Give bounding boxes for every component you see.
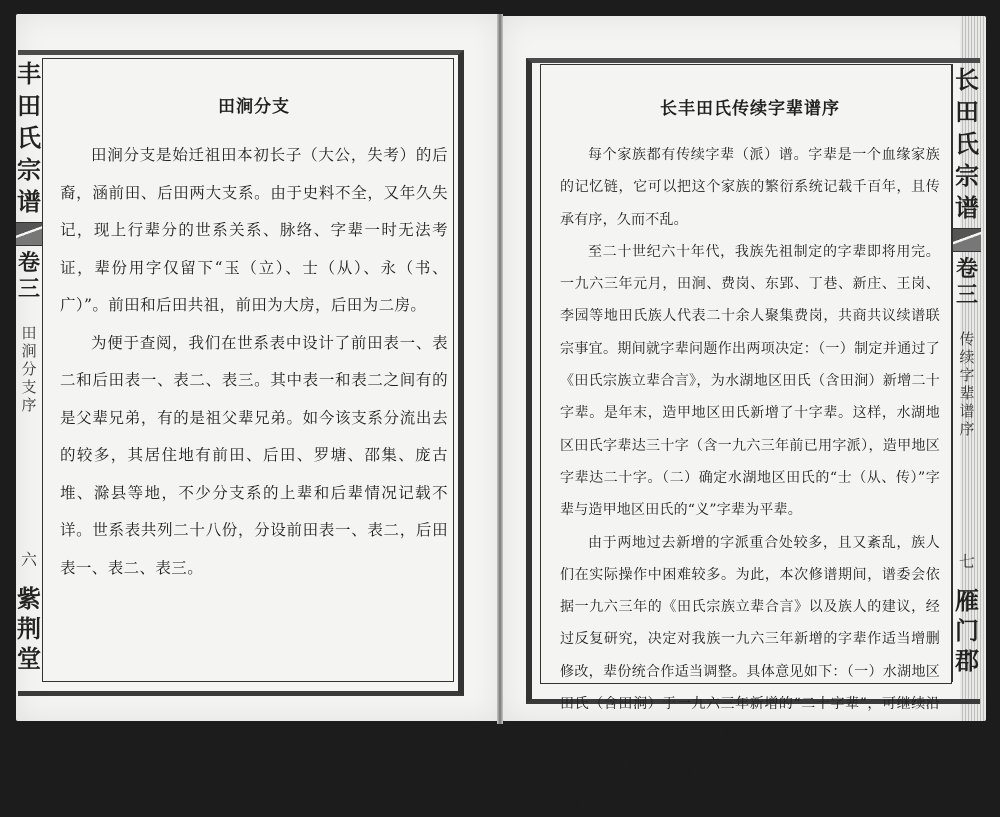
book-gutter (497, 14, 503, 724)
section-char: 田 (21, 324, 37, 342)
title-char: 田 (955, 97, 979, 126)
title-char: 丰 (17, 59, 41, 88)
page-number: 六 (20, 550, 37, 569)
volume-char: 卷 (17, 250, 40, 276)
right-page-content (560, 94, 940, 817)
section-char: 序 (21, 396, 37, 414)
section-label (21, 324, 36, 414)
volume-char: 三 (955, 282, 978, 308)
paragraph: 为便于查阅，我们在世系表中设计了前田表一、表二和后田表一、表二、表三。其中表一和表二之间有的是父辈兄弟，有的是祖父辈兄弟。如今该支系分流出去的较多，其居住地有前田、后田、罗塘、邵集、庞古堆、滁县等地，不少分支系的上辈和后辈情况记载不详。世系表共列二十八份，分设前田表一、表二，后田表一、表二、表三。 (60, 333, 448, 577)
section-char: 涧 (21, 342, 37, 360)
hall-char: 雁 (955, 586, 979, 615)
title-char: 田 (17, 91, 41, 120)
fishtail-band (16, 222, 42, 246)
volume-label (956, 256, 978, 308)
hall-char: 门 (955, 616, 979, 645)
section-char: 传 (959, 330, 975, 348)
title-char: 宗 (17, 155, 41, 184)
section-char: 续 (959, 348, 975, 366)
hall-char: 紫 (17, 584, 41, 613)
genealogy-title-vertical (955, 64, 979, 224)
hall-name (955, 586, 979, 676)
section-label (959, 330, 974, 438)
section-char: 谱 (959, 402, 975, 420)
section-char: 字 (959, 366, 975, 384)
page-heading: 田涧分支 (218, 97, 290, 117)
section-char: 分 (21, 360, 37, 378)
paragraph: 由于两地过去新增的字派重合处较多，且又紊乱，族人们在实际操作中困难较多。为此，本次修谱期间，谱委会依据一九六三年的《田氏宗族立辈合言》以及族人的建议，经过反复研究，决定对我族一九六三年新增的字辈作适当增删修改，辈份统合作适当调整。具体意见如下：（一）水湖地区田氏（含田涧）于一九六三年新增的“二十字辈”，可继续沿用到“庆”字辈；造甲地区田氏可继续沿用到原字辈谱的“战”字辈。两地田氏原字辈谱中的“庆”或“战”字辈以后未用完的字辈全部删除并停用。 (560, 534, 940, 809)
title-char: 宗 (955, 161, 979, 190)
hall-char: 堂 (17, 644, 41, 673)
title-char: 氏 (955, 129, 979, 158)
genealogy-title-vertical (17, 58, 41, 218)
page-number: 七 (958, 552, 975, 571)
fishtail-band (953, 228, 981, 252)
hall-char: 郡 (955, 646, 979, 675)
hall-char: 荆 (17, 614, 41, 643)
hall-name (17, 584, 41, 674)
left-page-content (60, 92, 448, 587)
volume-char: 卷 (955, 256, 978, 282)
paragraph: 至二十世纪六十年代，我族先祖制定的字辈即将用完。一九六三年元月，田涧、费岗、东郢、丁巷、新庄、王岗、李园等地田氏族人代表二十余人聚集费岗，共商共议续谱联宗事宜。期间就字辈问题作出两项决定：（一）制定并通过了《田氏宗族立辈合言》，为水湖地区田氏（含田涧）新增二十字辈。是年末，造甲地区田氏新增了十字辈。这样，水湖地区田氏字辈达三十字（含一九六三年前已用字派），造甲地区字辈达二十字。（二）确定水湖地区田氏的“士（从、传）”字辈与造甲地区田氏的“义”字辈为平辈。 (560, 243, 940, 519)
volume-char: 三 (17, 276, 40, 302)
right-spine-column (952, 64, 981, 682)
title-char: 谱 (17, 187, 41, 216)
page-heading: 长丰田氏传续字辈谱序 (660, 99, 840, 119)
title-char: 谱 (955, 193, 979, 222)
paragraph: 每个家族都有传续字辈（派）谱。字辈是一个血缘家族的记忆链，它可以把这个家族的繁衍系统记载千百年，且传承有序，久而不乱。 (560, 147, 940, 228)
section-char: 支 (21, 378, 37, 396)
left-spine-column (16, 58, 43, 680)
title-char: 氏 (17, 123, 41, 152)
section-char: 辈 (959, 384, 975, 402)
section-char: 序 (959, 420, 975, 438)
title-char: 长 (955, 65, 979, 94)
volume-label (18, 250, 40, 302)
paragraph: 田涧分支是始迁祖田本初长子（大公，失考）的后裔，涵前田、后田两大支系。由于史料不全，又年久失记，现上行辈分的世系关系、脉络、字辈一时无法考证，辈份用字仅留下“玉（立）、士（从）、永（书、广）”。前田和后田共祖，前田为大房，后田为二房。 (60, 146, 448, 314)
